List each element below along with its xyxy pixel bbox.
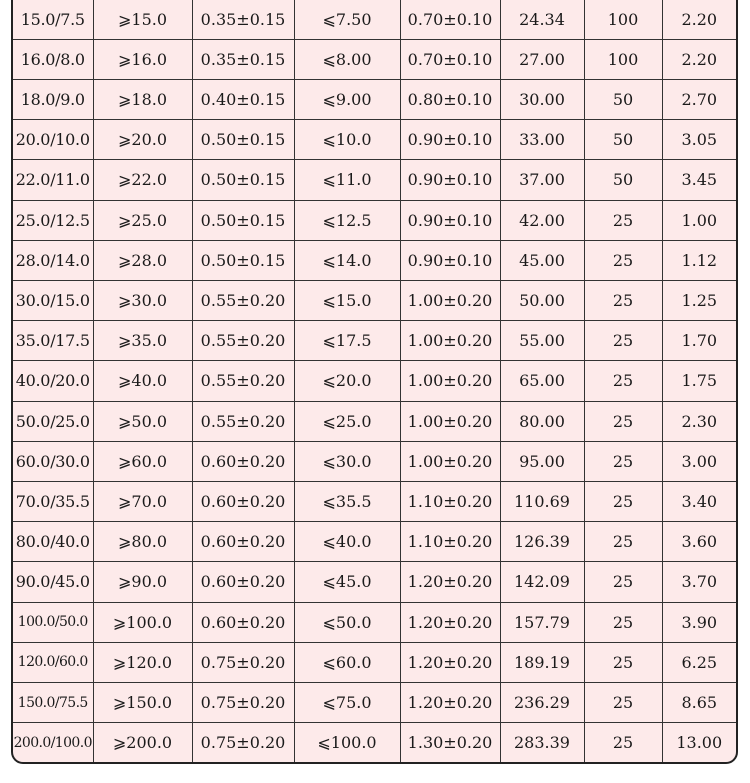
cell-thickness: 0.55±0.20: [192, 280, 294, 320]
cell-weight: 42.00: [500, 200, 584, 240]
cell-thickness: 0.60±0.20: [192, 602, 294, 642]
cell-size: 90.0/45.0: [13, 562, 93, 602]
cell-tolerance: 1.20±0.20: [400, 682, 500, 722]
cell-price: 3.90: [662, 602, 736, 642]
table-row: [13, 79, 736, 119]
cell-price: 1.70: [662, 321, 736, 361]
cell-size: 30.0/15.0: [13, 280, 93, 320]
table-body: [13, 0, 736, 762]
table-row: [13, 280, 736, 320]
cell-weight: 30.00: [500, 79, 584, 119]
cell-tolerance: 1.20±0.20: [400, 602, 500, 642]
cell-quantity: 25: [584, 682, 662, 722]
table-row: [13, 321, 736, 361]
cell-price: 1.00: [662, 200, 736, 240]
cell-weight: 45.00: [500, 240, 584, 280]
cell-max-value: ⩽17.5: [294, 321, 400, 361]
cell-size: 70.0/35.5: [13, 481, 93, 521]
cell-tolerance: 1.00±0.20: [400, 361, 500, 401]
cell-tolerance: 0.90±0.10: [400, 160, 500, 200]
cell-min-value: ⩾40.0: [93, 361, 192, 401]
table-row: [13, 361, 736, 401]
cell-max-value: ⩽50.0: [294, 602, 400, 642]
cell-quantity: 25: [584, 723, 662, 762]
cell-price: 2.70: [662, 79, 736, 119]
cell-max-value: ⩽9.00: [294, 79, 400, 119]
cell-weight: 157.79: [500, 602, 584, 642]
cell-quantity: 25: [584, 401, 662, 441]
table-row: [13, 401, 736, 441]
cell-thickness: 0.50±0.15: [192, 200, 294, 240]
cell-size: 150.0/75.5: [13, 682, 93, 722]
cell-size: 28.0/14.0: [13, 240, 93, 280]
cell-thickness: 0.75±0.20: [192, 682, 294, 722]
cell-price: 1.12: [662, 240, 736, 280]
cell-quantity: 25: [584, 562, 662, 602]
cell-min-value: ⩾50.0: [93, 401, 192, 441]
table-row: [13, 441, 736, 481]
cell-thickness: 0.55±0.20: [192, 401, 294, 441]
cell-max-value: ⩽10.0: [294, 120, 400, 160]
cell-quantity: 50: [584, 120, 662, 160]
cell-price: 2.20: [662, 39, 736, 79]
cell-thickness: 0.60±0.20: [192, 522, 294, 562]
cell-min-value: ⩾35.0: [93, 321, 192, 361]
cell-tolerance: 1.00±0.20: [400, 441, 500, 481]
cell-price: 1.75: [662, 361, 736, 401]
cell-weight: 27.00: [500, 39, 584, 79]
cell-min-value: ⩾15.0: [93, 0, 192, 39]
cell-thickness: 0.55±0.20: [192, 321, 294, 361]
cell-max-value: ⩽100.0: [294, 723, 400, 762]
cell-thickness: 0.35±0.15: [192, 39, 294, 79]
cell-tolerance: 1.00±0.20: [400, 321, 500, 361]
cell-size: 80.0/40.0: [13, 522, 93, 562]
cell-thickness: 0.60±0.20: [192, 441, 294, 481]
cell-quantity: 25: [584, 522, 662, 562]
cell-size: 25.0/12.5: [13, 200, 93, 240]
cell-thickness: 0.60±0.20: [192, 562, 294, 602]
table-row: [13, 200, 736, 240]
cell-weight: 283.39: [500, 723, 584, 762]
spec-table-frame: [11, 0, 738, 764]
table-row: [13, 602, 736, 642]
cell-thickness: 0.35±0.15: [192, 0, 294, 39]
cell-min-value: ⩾16.0: [93, 39, 192, 79]
cell-weight: 189.19: [500, 642, 584, 682]
cell-max-value: ⩽15.0: [294, 280, 400, 320]
cell-min-value: ⩾90.0: [93, 562, 192, 602]
cell-tolerance: 1.10±0.20: [400, 522, 500, 562]
cell-price: 3.60: [662, 522, 736, 562]
cell-price: 3.00: [662, 441, 736, 481]
cell-min-value: ⩾22.0: [93, 160, 192, 200]
cell-tolerance: 0.90±0.10: [400, 120, 500, 160]
table-row: [13, 39, 736, 79]
cell-quantity: 50: [584, 79, 662, 119]
cell-tolerance: 1.20±0.20: [400, 562, 500, 602]
cell-quantity: 100: [584, 0, 662, 39]
cell-min-value: ⩾30.0: [93, 280, 192, 320]
cell-thickness: 0.50±0.15: [192, 120, 294, 160]
cell-tolerance: 0.90±0.10: [400, 200, 500, 240]
cell-quantity: 25: [584, 240, 662, 280]
cell-weight: 80.00: [500, 401, 584, 441]
table-row: [13, 481, 736, 521]
cell-size: 60.0/30.0: [13, 441, 93, 481]
cell-weight: 95.00: [500, 441, 584, 481]
cell-min-value: ⩾120.0: [93, 642, 192, 682]
cell-weight: 126.39: [500, 522, 584, 562]
cell-price: 3.40: [662, 481, 736, 521]
cell-min-value: ⩾80.0: [93, 522, 192, 562]
cell-price: 3.45: [662, 160, 736, 200]
cell-weight: 236.29: [500, 682, 584, 722]
cell-min-value: ⩾20.0: [93, 120, 192, 160]
cell-max-value: ⩽12.5: [294, 200, 400, 240]
cell-price: 3.70: [662, 562, 736, 602]
cell-min-value: ⩾200.0: [93, 723, 192, 762]
cell-weight: 50.00: [500, 280, 584, 320]
cell-tolerance: 1.30±0.20: [400, 723, 500, 762]
cell-max-value: ⩽30.0: [294, 441, 400, 481]
cell-quantity: 25: [584, 280, 662, 320]
cell-price: 1.25: [662, 280, 736, 320]
cell-quantity: 25: [584, 441, 662, 481]
cell-size: 200.0/100.0: [13, 723, 93, 762]
cell-max-value: ⩽7.50: [294, 0, 400, 39]
cell-size: 35.0/17.5: [13, 321, 93, 361]
table-row: [13, 642, 736, 682]
cell-price: 2.30: [662, 401, 736, 441]
cell-quantity: 25: [584, 481, 662, 521]
cell-size: 16.0/8.0: [13, 39, 93, 79]
cell-max-value: ⩽35.5: [294, 481, 400, 521]
cell-size: 100.0/50.0: [13, 602, 93, 642]
cell-size: 20.0/10.0: [13, 120, 93, 160]
cell-thickness: 0.75±0.20: [192, 723, 294, 762]
cell-price: 13.00: [676, 733, 723, 753]
cell-quantity: 25: [584, 361, 662, 401]
cell-max-value: ⩽8.00: [294, 39, 400, 79]
cell-thickness: 0.75±0.20: [192, 642, 294, 682]
table-row: [13, 240, 736, 280]
table-row: [13, 522, 736, 562]
cell-tolerance: 0.70±0.10: [400, 39, 500, 79]
cell-quantity: 100: [584, 39, 662, 79]
cell-weight: 110.69: [500, 481, 584, 521]
cell-max-value: ⩽40.0: [294, 522, 400, 562]
cell-tolerance: 1.20±0.20: [400, 642, 500, 682]
cell-max-value: ⩽14.0: [294, 240, 400, 280]
cell-max-value: ⩽60.0: [294, 642, 400, 682]
cell-tolerance: 1.00±0.20: [400, 280, 500, 320]
cell-min-value: ⩾150.0: [93, 682, 192, 722]
cell-max-value: ⩽11.0: [294, 160, 400, 200]
cell-tolerance: 1.10±0.20: [400, 481, 500, 521]
cell-max-value: ⩽20.0: [294, 361, 400, 401]
cell-weight: 24.34: [500, 0, 584, 39]
cell-size: 120.0/60.0: [13, 642, 93, 682]
cell-max-value: ⩽45.0: [294, 562, 400, 602]
cell-weight: 55.00: [500, 321, 584, 361]
cell-price: 2.20: [662, 0, 736, 39]
cell-tolerance: 0.80±0.10: [400, 79, 500, 119]
cell-size: 18.0/9.0: [13, 79, 93, 119]
table-row: [13, 723, 736, 762]
cell-weight: 37.00: [500, 160, 584, 200]
cell-quantity: 25: [584, 642, 662, 682]
cell-quantity: 25: [584, 200, 662, 240]
cell-price: 8.65: [662, 682, 736, 722]
cell-tolerance: 0.90±0.10: [400, 240, 500, 280]
table-row: [13, 682, 736, 722]
table-row: [13, 160, 736, 200]
cell-max-value: ⩽25.0: [294, 401, 400, 441]
cell-quantity: 25: [584, 602, 662, 642]
cell-thickness: 0.50±0.15: [192, 160, 294, 200]
table-row: [13, 562, 736, 602]
cell-min-value: ⩾25.0: [93, 200, 192, 240]
cell-thickness: 0.40±0.15: [192, 79, 294, 119]
cell-quantity: 50: [584, 160, 662, 200]
cell-min-value: ⩾100.0: [93, 602, 192, 642]
cell-size: 40.0/20.0: [13, 361, 93, 401]
cell-weight: 142.09: [500, 562, 584, 602]
cell-weight: 33.00: [500, 120, 584, 160]
cell-price: 6.25: [662, 642, 736, 682]
cell-thickness: 0.55±0.20: [192, 361, 294, 401]
cell-thickness: 0.50±0.15: [192, 240, 294, 280]
cell-size: 22.0/11.0: [13, 160, 93, 200]
cell-thickness: 0.60±0.20: [192, 481, 294, 521]
spec-table: [13, 0, 736, 762]
cell-size: 50.0/25.0: [13, 401, 93, 441]
table-row: [13, 0, 736, 39]
cell-size: 15.0/7.5: [13, 0, 93, 39]
cell-price: 3.05: [662, 120, 736, 160]
cell-min-value: ⩾70.0: [93, 481, 192, 521]
cell-min-value: ⩾60.0: [93, 441, 192, 481]
cell-max-value: ⩽75.0: [294, 682, 400, 722]
table-row: [13, 120, 736, 160]
cell-min-value: ⩾18.0: [93, 79, 192, 119]
cell-tolerance: 0.70±0.10: [400, 0, 500, 39]
cell-quantity: 25: [584, 321, 662, 361]
cell-min-value: ⩾28.0: [93, 240, 192, 280]
cell-tolerance: 1.00±0.20: [400, 401, 500, 441]
cell-weight: 65.00: [500, 361, 584, 401]
